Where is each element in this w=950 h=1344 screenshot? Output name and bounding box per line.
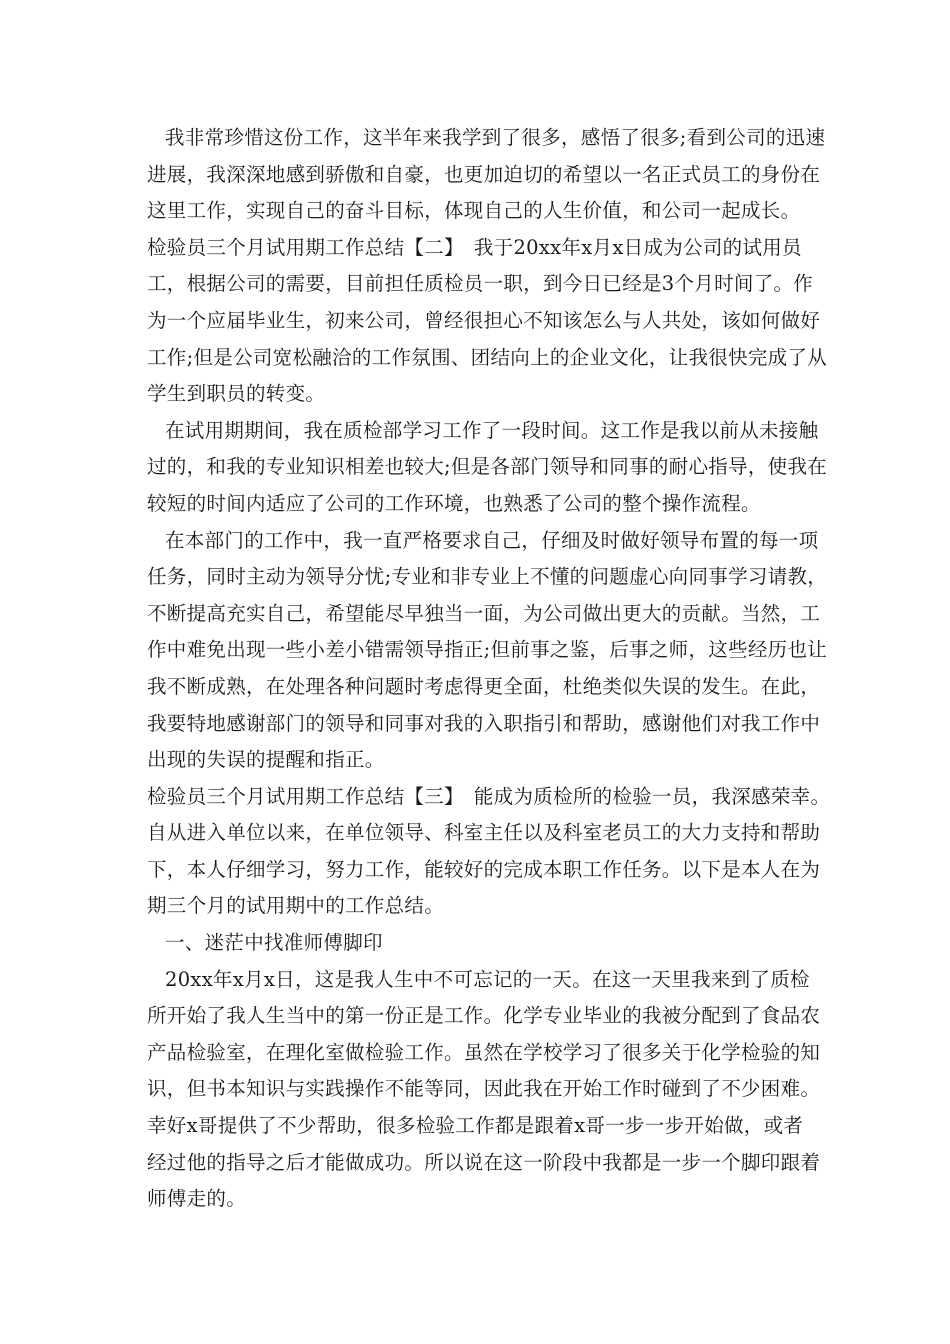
text-line: 工，根据公司的需要，目前担任质检员一职，到今日已经是3个月时间了。作	[147, 272, 814, 296]
text-line: 一、迷茫中找准师傅脚印	[165, 931, 383, 955]
text-line: 20xx年x月x日，这是我人生中不可忘记的一天。在这一天里我来到了质检	[165, 967, 810, 991]
text-line: 所开始了我人生当中的第一份正是工作。化学专业毕业的我被分配到了食品农	[147, 1004, 821, 1028]
text-line: 过的，和我的专业知识相差也较大;但是各部门领导和同事的耐心指导，使我在	[147, 455, 828, 479]
text-line: 出现的失误的提醒和指正。	[147, 748, 385, 772]
text-line: 识，但书本知识与实践操作不能等同，因此我在开始工作时碰到了不少困难。	[147, 1077, 821, 1101]
text-line: 在试用期期间，我在质检部学习工作了一段时间。这工作是我以前从未接触	[165, 418, 819, 442]
text-line: 检验员三个月试用期工作总结【三】 能成为质检所的检验一员，我深感荣幸。	[147, 784, 831, 808]
text-line: 不断提高充实自己，希望能尽早独当一面，为公司做出更大的贡献。当然，工	[147, 601, 821, 625]
text-line: 下，本人仔细学习，努力工作，能较好的完成本职工作任务。以下是本人在为	[147, 857, 821, 881]
text-line: 学生到职员的转变。	[147, 382, 326, 406]
text-line: 进展，我深深地感到骄傲和自豪，也更加迫切的希望以一名正式员工的身份在	[147, 162, 821, 186]
text-line: 作中难免出现一些小差小错需领导指正;但前事之鉴，后事之师，这些经历也让	[147, 638, 828, 662]
text-line: 自从进入单位以来，在单位领导、科室主任以及科室老员工的大力支持和帮助	[147, 821, 821, 845]
text-line: 这里工作，实现自己的奋斗目标，体现自己的人生价值，和公司一起成长。	[147, 199, 801, 223]
text-line: 我不断成熟，在处理各种问题时考虑得更全面，杜绝类似失误的发生。在此，	[147, 674, 821, 698]
text-line: 师傅走的。	[147, 1187, 247, 1211]
text-line: 我要特地感谢部门的领导和同事对我的入职指引和帮助，感谢他们对我工作中	[147, 711, 821, 735]
text-line: 我非常珍惜这份工作，这半年来我学到了很多，感悟了很多;看到公司的迅速	[165, 126, 826, 149]
text-line: 较短的时间内适应了公司的工作环境，也熟悉了公司的整个操作流程。	[147, 491, 761, 515]
text-line: 在本部门的工作中，我一直严格要求自己，仔细及时做好领导布置的每一项	[165, 528, 819, 552]
document-body	[147, 120, 831, 1218]
text-line: 经过他的指导之后才能做成功。所以说在这一阶段中我都是一步一个脚印跟着	[147, 1150, 821, 1174]
text-line: 产品检验室，在理化室做检验工作。虽然在学校学习了很多关于化学检验的知	[147, 1040, 821, 1064]
text-line: 期三个月的试用期中的工作总结。	[147, 894, 445, 918]
text-line: 工作;但是公司宽松融洽的工作氛围、团结向上的企业文化，让我很快完成了从	[147, 345, 828, 369]
text-line: 任务，同时主动为领导分忧;专业和非专业上不懂的问题虚心向同事学习请教，	[147, 565, 828, 589]
text-line: 检验员三个月试用期工作总结【二】 我于20xx年x月x日成为公司的试用员	[147, 235, 802, 259]
text-line: 为一个应届毕业生，初来公司，曾经很担心不知该怎么与人共处，该如何做好	[147, 308, 821, 332]
text-line: 幸好x哥提供了不少帮助，很多检验工作都是跟着x哥一步一步开始做，或者	[147, 1114, 804, 1138]
